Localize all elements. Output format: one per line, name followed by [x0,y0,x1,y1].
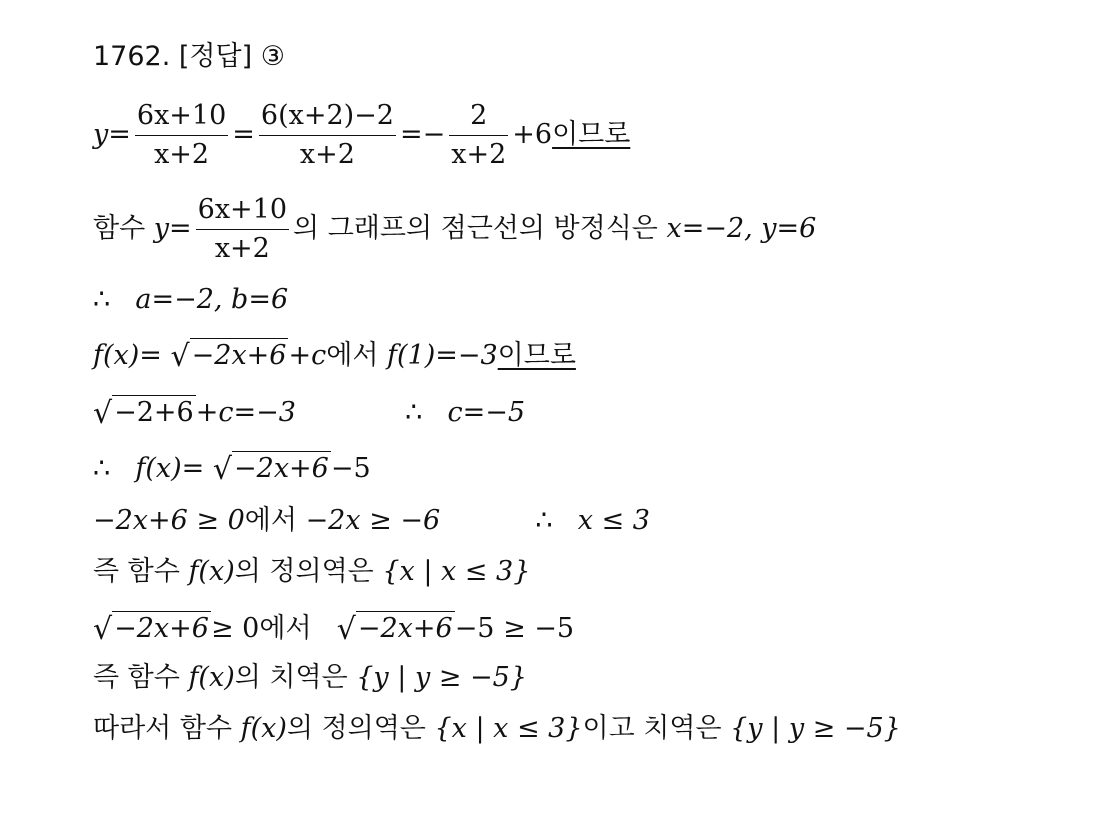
range-set: {y | y ≥ −5} [730,713,901,744]
fraction [196,191,289,268]
square-root-1: √−2x+6 [93,612,209,647]
radicand-2: −2x+6 [357,613,453,644]
equals: = [232,119,255,150]
domain-set: {x | x ≤ 3} [434,713,583,744]
fraction-2 [259,97,396,174]
f-of-x-equals: f(x)= [93,340,162,371]
fraction-2-denominator: x+2 [299,139,355,170]
equation-tail: +c=−3 [195,397,296,428]
equation-line-1 [93,96,630,174]
equals: = [108,119,131,150]
inequality: −2x+6 ≥ 0 [93,505,245,536]
korean-eseo: 에서 [326,340,379,371]
problem-number: 1762. [93,41,171,72]
korean-prefix: 즉 함수 [93,556,180,587]
domain-set: {x | x ≤ 3} [382,556,531,587]
korean-suffix: 이므로 [497,340,576,371]
fraction-1 [135,97,228,174]
asymptote-line [93,190,816,268]
fraction-denominator: x+2 [214,233,270,264]
c-value: c=−5 [447,397,526,428]
korean-text: 의 치역은 [234,662,348,693]
korean-prefix: 따라서 함수 [93,713,232,744]
f-of-x-equals: f(x)= [135,453,205,484]
korean-text: 의 정의역은 [286,713,426,744]
y-equals: y= [153,213,192,244]
range-set: {y | y ≥ −5} [356,662,527,693]
square-root: √−2x+6 [212,452,329,487]
function-definition [93,338,576,372]
square-root-2: √−2x+6 [336,612,453,647]
korean-prefix: 즉 함수 [93,662,180,693]
f-of-x: f(x) [240,713,287,744]
korean-eseo: 에서 [259,613,312,644]
fraction-numerator: 6x+10 [196,191,289,230]
asymptote-equations: x=−2, y=6 [666,213,817,244]
plus-six: +6 [512,119,553,150]
minus-five: −5 [330,453,371,484]
radicand: −2+6 [114,397,194,428]
answer-mark: ③ [260,41,285,72]
square-root: √−2+6 [93,396,194,431]
korean-text: 의 그래프의 점근선의 방정식은 [293,213,658,244]
fraction-1-denominator: x+2 [154,139,210,170]
domain-statement [93,557,530,587]
korean-prefix: 함수 [93,213,146,244]
range-tail: −5 ≥ −5 [454,613,575,644]
therefore-symbol: ∴ [93,284,111,315]
range-statement [93,663,527,693]
domain-inequality [93,506,650,536]
geq-zero: ≥ 0 [210,613,260,644]
x-result: x ≤ 3 [577,505,650,536]
radicand-1: −2x+6 [114,613,209,644]
f-of-x: f(x) [188,662,235,693]
therefore-symbol: ∴ [93,453,111,484]
range-inequality [93,611,574,645]
equals-minus: =− [399,119,446,150]
plus-c: +c [288,340,327,371]
therefore-symbol: ∴ [535,505,553,536]
square-root: √−2x+6 [170,339,287,374]
radicand: −2x+6 [191,340,287,371]
f-of-x: f(x) [188,556,235,587]
solve-c [93,395,525,429]
conclusion [93,714,901,744]
fraction-3 [449,97,508,174]
result-ab [93,285,288,315]
fraction-3-numerator: 2 [449,97,508,136]
fraction-2-numerator: 6(x+2)−2 [259,97,396,136]
condition: f(1)=−3 [387,340,498,371]
inequality-2: −2x ≥ −6 [305,505,441,536]
korean-text: 의 정의역은 [234,556,374,587]
fraction-1-numerator: 6x+10 [135,97,228,136]
problem-header [93,42,285,72]
var-y: y [93,119,109,150]
answer-label: [정답] [178,41,253,72]
korean-text-2: 이고 치역은 [582,713,722,744]
radicand: −2x+6 [234,453,329,484]
fraction-3-denominator: x+2 [451,139,507,170]
korean-eseo: 에서 [244,505,297,536]
therefore-symbol: ∴ [405,397,423,428]
function-result [93,451,371,485]
korean-suffix: 이므로 [552,119,631,150]
ab-values: a=−2, b=6 [135,284,289,315]
